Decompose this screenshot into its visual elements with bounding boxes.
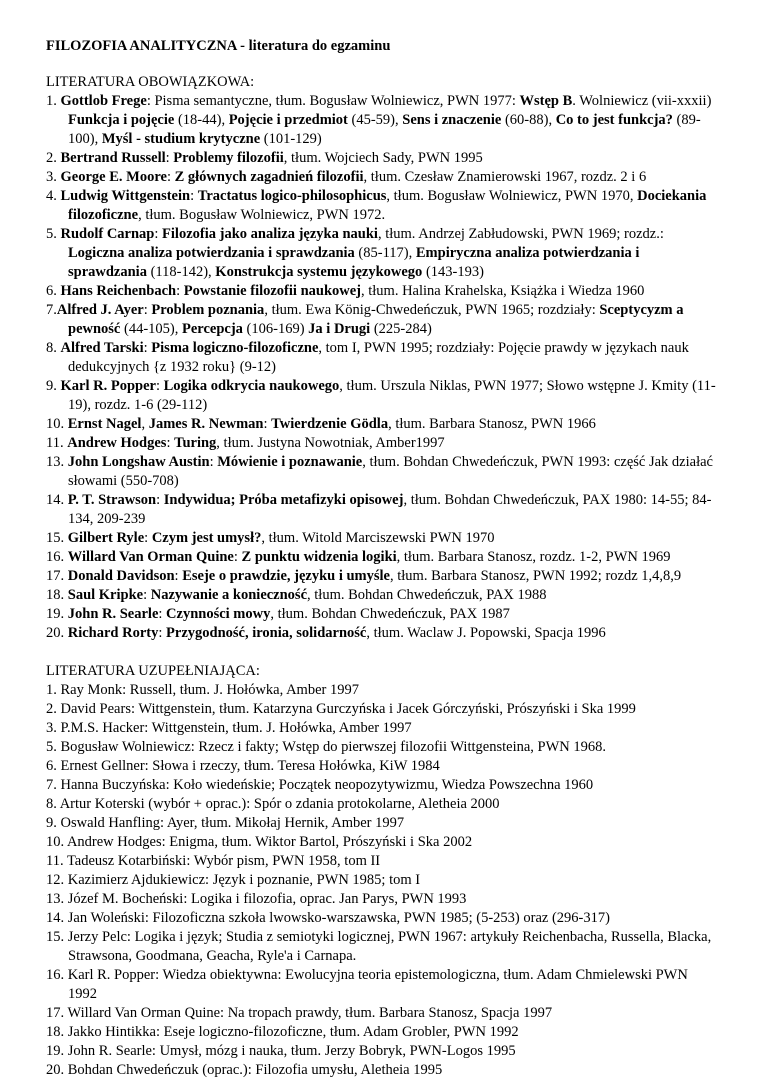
required-literature-item [46, 168, 720, 187]
required-literature-item [46, 624, 720, 643]
item-text-run: 13. [46, 454, 68, 470]
item-text-run: , tom I, PWN 1995; rozdziały: Pojęcie prawdy w językach nauk dedukcyjnych {z 1932 roku} (9-12) [68, 340, 689, 375]
supplementary-literature-item: 2. David Pears: Wittgenstein, tłum. Katarzyna Gurczyńska i Jacek Górczyński, Prószyński i Ska 1999 [46, 701, 636, 717]
item-text-run: , tłum. Witold Marciszewski PWN 1970 [261, 530, 495, 546]
required-literature-item [46, 567, 720, 586]
item-text-run: 1. [46, 93, 61, 109]
required-literature-item [46, 149, 720, 168]
item-text-run: 16. [46, 549, 68, 565]
item-text-run: , tłum. Bohdan Chwedeńczuk, PWN 1993: część Jak działać słowami (550-708) [68, 454, 713, 489]
item-text-run: 4. [46, 188, 61, 204]
item-bold-run: Ernst Nagel [67, 416, 142, 432]
document-title: FILOZOFIA ANALITYCZNA - literatura do egzaminu [46, 38, 391, 54]
item-bold-run: James R. Newman [148, 416, 264, 432]
item-bold-run: Indywidua; Próba metafizyki opisowej [163, 492, 404, 508]
item-text-run: , tłum. Czesław Znamierowski 1967, rozdz. 2 i 6 [363, 169, 647, 185]
item-bold-run: George E. Moore [60, 169, 167, 185]
item-text-run: 10. [46, 416, 68, 432]
item-text-run: 8. [46, 340, 61, 356]
required-literature-heading: LITERATURA OBOWIĄZKOWA: [46, 74, 255, 90]
item-text-run: : [190, 188, 198, 204]
item-bold-run: Nazywanie a konieczność [150, 587, 308, 603]
required-literature-item [46, 92, 720, 149]
item-bold-run: Richard Rorty [67, 625, 159, 641]
item-bold-run: Logika odkrycia naukowego [163, 378, 340, 394]
item-text-run: : [144, 530, 152, 546]
supplementary-literature-item: 18. Jakko Hintikka: Eseje logiczno-filozoficzne, tłum. Adam Grobler, PWN 1992 [46, 1024, 519, 1040]
item-bold-run: Bertrand Russell [60, 150, 166, 166]
item-bold-run: Donald Davidson [67, 568, 175, 584]
item-text-run: (225-284) [370, 321, 432, 337]
item-text-run: (89-100), [68, 112, 701, 147]
supplementary-literature-heading: LITERATURA UZUPEŁNIAJĄCA: [46, 663, 260, 679]
required-literature-item [46, 225, 720, 282]
required-literature-item [46, 434, 720, 453]
item-text-run: : [209, 454, 218, 470]
item-bold-run: Gottlob Frege [60, 93, 147, 109]
item-text-run: , tłum. Barbara Stanosz, rozdz. 1-2, PWN 1969 [396, 549, 671, 565]
item-text-run: : [176, 283, 184, 299]
required-literature-item [46, 605, 720, 624]
item-text-run: , tłum. Justyna Nowotniak, Amber1997 [216, 435, 445, 451]
item-bold-run: Twierdzenie Gödla [271, 416, 389, 432]
supplementary-literature-item: 6. Ernest Gellner: Słowa i rzeczy, tłum. Teresa Hołówka, KiW 1984 [46, 758, 440, 774]
item-bold-run: Z głównych zagadnień filozofii [174, 169, 364, 185]
item-bold-run: Pisma logiczno-filozoficzne [151, 340, 319, 356]
item-text-run: 9. [46, 378, 61, 394]
item-text-run: : [156, 492, 164, 508]
item-text-run: (106-169) [242, 321, 309, 337]
item-text-run: (18-44), [174, 112, 229, 128]
item-text-run: , tłum. Barbara Stanosz, PWN 1992; rozdz 1,4,8,9 [390, 568, 682, 584]
item-bold-run: Willard Van Orman Quine [67, 549, 234, 565]
item-text-run: : [166, 169, 175, 185]
item-text-run: : [233, 549, 242, 565]
item-text-run: : [158, 606, 167, 622]
item-text-run: 2. [46, 150, 61, 166]
item-bold-run: Filozofia jako analiza języka nauki [162, 226, 378, 242]
item-bold-run: Czym jest umysł? [151, 530, 262, 546]
item-text-run: : [143, 340, 152, 356]
required-literature-item [46, 586, 720, 605]
item-text-run: 7. [46, 302, 57, 318]
item-bold-run: Percepcja [182, 321, 243, 337]
item-text-run: : [165, 150, 174, 166]
item-text-run: , tłum. Halina Krahelska, Książka i Wiedza 1960 [361, 283, 645, 299]
item-text-run: 19. [46, 606, 68, 622]
item-text-run: : [158, 625, 167, 641]
supplementary-literature-item: 5. Bogusław Wolniewicz: Rzecz i fakty; Wstęp do pierwszej filozofii Wittgensteina, PWN 1968. [46, 739, 606, 755]
item-text-run: , tłum. Bogusław Wolniewicz, PWN 1972. [138, 207, 386, 223]
item-text-run: : [166, 435, 175, 451]
item-text-run: , tłum. Urszula Niklas, PWN 1977; Słowo wstępne J. Kmity (11-19), rozdz. 1-6 (29-112) [68, 378, 716, 413]
item-bold-run: P. T. Strawson [67, 492, 157, 508]
supplementary-literature-item: 7. Hanna Buczyńska: Koło wiedeńskie; Początek neopozytywizmu, Wiedza Powszechna 1960 [46, 777, 594, 793]
item-text-run: 17. [46, 568, 68, 584]
item-text-run: 5. [46, 226, 61, 242]
item-bold-run: Rudolf Carnap [60, 226, 155, 242]
item-bold-run: Turing [174, 435, 217, 451]
item-bold-run: John Longshaw Austin [67, 454, 210, 470]
required-literature-item [46, 491, 720, 529]
item-bold-run: John R. Searle [67, 606, 159, 622]
item-bold-run: Czynności mowy [166, 606, 271, 622]
supplementary-literature-item: 20. Bohdan Chwedeńczuk (oprac.): Filozofia umysłu, Aletheia 1995 [46, 1062, 443, 1078]
required-literature-item [46, 548, 720, 567]
item-bold-run: Konstrukcja systemu językowego [215, 264, 423, 280]
item-text-run: : [155, 378, 164, 394]
item-text-run: 14. [46, 492, 68, 508]
item-bold-run: Z punktu widzenia logiki [241, 549, 397, 565]
item-text-run: , tłum. Andrzej Zabłudowski, PWN 1969; rozdz.: [377, 226, 664, 242]
item-text-run: , tłum. Bohdan Chwedeńczuk, PAX 1988 [307, 587, 547, 603]
required-literature-item [46, 187, 720, 225]
item-bold-run: Sceptycyzm a pewność [68, 302, 684, 337]
item-text-run: (45-59), [347, 112, 403, 128]
item-text-run: . Wolniewicz (vii-xxxii) [572, 93, 712, 109]
supplementary-literature-item: 11. Tadeusz Kotarbiński: Wybór pism, PWN 1958, tom II [46, 853, 381, 869]
section-spacer [46, 643, 720, 662]
item-text-run: : [143, 302, 152, 318]
item-bold-run: Co to jest funkcja? [555, 112, 673, 128]
item-text-run: (60-88), [501, 112, 556, 128]
item-text-run: 18. [46, 587, 68, 603]
item-bold-run: Pojęcie i przedmiot [228, 112, 348, 128]
item-text-run: 6. [46, 283, 61, 299]
supplementary-literature-item: 14. Jan Woleński: Filozoficzna szkoła lwowsko-warszawska, PWN 1985; (5-253) oraz (296-317) [46, 910, 610, 926]
item-bold-run: Empiryczna analiza potwierdzania i sprawdzania [68, 245, 640, 280]
item-bold-run: Alfred Tarski [60, 340, 144, 356]
item-text-run: 11. [46, 435, 68, 451]
required-literature-item [46, 282, 720, 301]
supplementary-literature-item: 10. Andrew Hodges: Enigma, tłum. Wiktor Bartol, Prószyński i Ska 2002 [46, 834, 473, 850]
item-text-run: : [143, 587, 151, 603]
item-text-run: : [154, 226, 163, 242]
supplementary-literature-item: 1. Ray Monk: Russell, tłum. J. Hołówka, Amber 1997 [46, 682, 359, 698]
required-literature-item [46, 453, 720, 491]
item-text-run: , tłum. Bohdan Chwedeńczuk, PAX 1987 [270, 606, 510, 622]
supplementary-literature-item: 3. P.M.S. Hacker: Wittgenstein, tłum. J. Hołówka, Amber 1997 [46, 720, 412, 736]
item-text-run: (143-193) [422, 264, 484, 280]
item-bold-run: Ja i Drugi [308, 321, 371, 337]
item-bold-run: Tractatus logico-philosophicus [197, 188, 387, 204]
item-text-run: : [263, 416, 272, 432]
item-bold-run: Myśl - studium krytyczne [101, 131, 261, 147]
item-bold-run: Problemy filozofii [173, 150, 284, 166]
item-text-run: : [174, 568, 183, 584]
item-bold-run: Ludwig Wittgenstein [60, 188, 191, 204]
item-text-run: (101-129) [260, 131, 322, 147]
item-text-run: , [141, 416, 149, 432]
required-literature-item [46, 301, 720, 339]
item-bold-run: Alfred J. Ayer [56, 302, 144, 318]
supplementary-literature-item: 13. Józef M. Bocheński: Logika i filozofia, oprac. Jan Parys, PWN 1993 [46, 891, 467, 907]
item-text-run: , tłum. Barbara Stanosz, PWN 1966 [388, 416, 596, 432]
item-bold-run: Wstęp B [519, 93, 573, 109]
item-bold-run: Gilbert Ryle [67, 530, 145, 546]
item-text-run: 15. [46, 530, 68, 546]
item-text-run: : Pisma semantyczne, tłum. Bogusław Wolniewicz, PWN 1977: [146, 93, 520, 109]
item-bold-run: Przygodność, ironia, solidarność [166, 625, 367, 641]
item-text-run: , tłum. Waclaw J. Popowski, Spacja 1996 [366, 625, 606, 641]
required-literature-item [46, 415, 720, 434]
supplementary-literature-item: 19. John R. Searle: Umysł, mózg i nauka, tłum. Jerzy Bobryk, PWN-Logos 1995 [46, 1043, 516, 1059]
item-text-run: (118-142), [146, 264, 216, 280]
item-text-run: , tłum. Ewa König-Chwedeńczuk, PWN 1965; rozdziały: [264, 302, 600, 318]
required-literature-item [46, 339, 720, 377]
item-text-run: (85-117), [354, 245, 416, 261]
supplementary-literature-item: 12. Kazimierz Ajdukiewicz: Język i poznanie, PWN 1985; tom I [46, 872, 421, 888]
item-bold-run: Karl R. Popper [60, 378, 156, 394]
supplementary-literature-item: 17. Willard Van Orman Quine: Na tropach prawdy, tłum. Barbara Stanosz, Spacja 1997 [46, 1005, 553, 1021]
item-bold-run: Dociekania filozoficzne [68, 188, 707, 223]
required-literature-list [46, 92, 720, 643]
item-bold-run: Problem poznania [151, 302, 265, 318]
supplementary-literature-item: 15. Jerzy Pelc: Logika i język; Studia z semiotyki logicznej, PWN 1967: artykuły Reichenbacha, Russella, Blacka, Strawsona, Goodmana, Geacha, Ryle'a i Carnapa. [46, 929, 712, 964]
item-bold-run: Eseje o prawdzie, języku i umyśle [182, 568, 390, 584]
supplementary-literature-list [46, 681, 720, 1080]
item-bold-run: Saul Kripke [67, 587, 144, 603]
supplementary-literature-item: 9. Oswald Hanfling: Ayer, tłum. Mikołaj Hernik, Amber 1997 [46, 815, 405, 831]
supplementary-literature-item: 8. Artur Koterski (wybór + oprac.): Spór o zdania protokolarne, Aletheia 2000 [46, 796, 500, 812]
required-literature-item [46, 529, 720, 548]
item-text-run: 20. [46, 625, 68, 641]
supplementary-literature-item: 16. Karl R. Popper: Wiedza obiektywna: Ewolucyjna teoria epistemologiczna, tłum. Adam Chmielewski PWN 1992 [46, 967, 688, 1002]
item-text-run: , tłum. Bohdan Chwedeńczuk, PAX 1980: 14-55; 84-134, 209-239 [68, 492, 712, 527]
item-text-run: 3. [46, 169, 61, 185]
item-bold-run: Powstanie filozofii naukowej [183, 283, 361, 299]
item-text-run: , tłum. Bogusław Wolniewicz, PWN 1970, [386, 188, 638, 204]
item-bold-run: Logiczna analiza potwierdzania i sprawdzania [68, 245, 355, 261]
item-bold-run: Mówienie i poznawanie [217, 454, 363, 470]
item-bold-run: Sens i znaczenie [402, 112, 502, 128]
item-bold-run: Funkcja i pojęcie [68, 112, 175, 128]
item-text-run: , tłum. Wojciech Sady, PWN 1995 [283, 150, 483, 166]
required-literature-item [46, 377, 720, 415]
item-bold-run: Andrew Hodges [67, 435, 167, 451]
item-text-run: (44-105), [120, 321, 182, 337]
item-bold-run: Hans Reichenbach [60, 283, 177, 299]
